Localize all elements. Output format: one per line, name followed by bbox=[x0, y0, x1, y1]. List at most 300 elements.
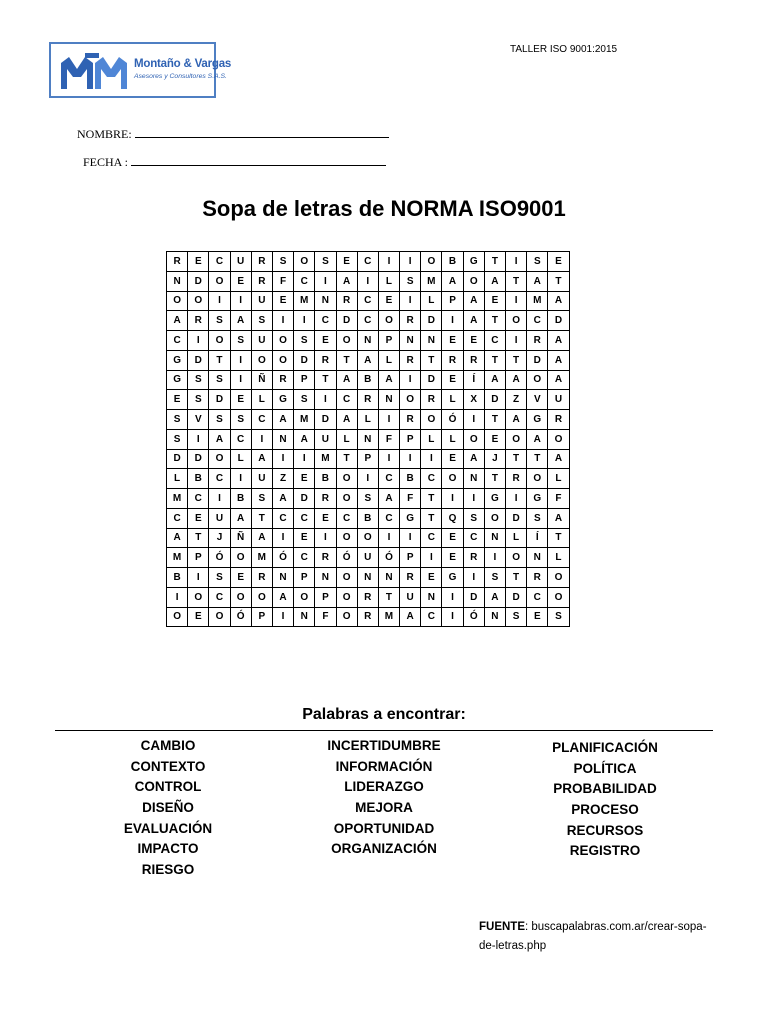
grid-cell[interactable]: P bbox=[251, 607, 272, 627]
grid-cell[interactable]: D bbox=[506, 587, 527, 607]
grid-cell[interactable]: E bbox=[230, 568, 251, 588]
grid-cell[interactable]: Q bbox=[442, 508, 463, 528]
grid-cell[interactable]: G bbox=[463, 252, 484, 272]
grid-cell[interactable]: S bbox=[484, 568, 505, 588]
grid-cell[interactable]: A bbox=[548, 370, 569, 390]
grid-cell[interactable]: J bbox=[484, 449, 505, 469]
grid-cell[interactable]: T bbox=[506, 350, 527, 370]
grid-cell[interactable]: M bbox=[294, 291, 315, 311]
grid-cell[interactable]: L bbox=[442, 429, 463, 449]
grid-cell[interactable]: O bbox=[421, 410, 442, 430]
grid-cell[interactable]: U bbox=[209, 508, 230, 528]
grid-cell[interactable]: A bbox=[400, 607, 421, 627]
grid-cell[interactable]: R bbox=[548, 410, 569, 430]
grid-cell[interactable]: B bbox=[315, 469, 336, 489]
grid-cell[interactable]: T bbox=[209, 350, 230, 370]
grid-cell[interactable]: D bbox=[209, 390, 230, 410]
grid-cell[interactable]: O bbox=[167, 607, 188, 627]
grid-cell[interactable]: T bbox=[506, 271, 527, 291]
grid-cell[interactable]: M bbox=[294, 410, 315, 430]
grid-cell[interactable]: D bbox=[315, 410, 336, 430]
grid-cell[interactable]: N bbox=[315, 291, 336, 311]
grid-cell[interactable]: U bbox=[548, 390, 569, 410]
grid-cell[interactable]: D bbox=[336, 311, 357, 331]
grid-cell[interactable]: I bbox=[272, 607, 293, 627]
grid-cell[interactable]: I bbox=[272, 528, 293, 548]
grid-cell[interactable]: R bbox=[527, 568, 548, 588]
grid-cell[interactable]: O bbox=[336, 331, 357, 351]
grid-cell[interactable]: E bbox=[336, 252, 357, 272]
grid-cell[interactable]: A bbox=[484, 587, 505, 607]
grid-cell[interactable]: I bbox=[506, 291, 527, 311]
grid-cell[interactable]: D bbox=[188, 449, 209, 469]
grid-cell[interactable]: L bbox=[506, 528, 527, 548]
grid-cell[interactable]: M bbox=[527, 291, 548, 311]
grid-cell[interactable]: N bbox=[484, 607, 505, 627]
grid-cell[interactable]: A bbox=[506, 410, 527, 430]
grid-cell[interactable]: Í bbox=[527, 528, 548, 548]
grid-cell[interactable]: G bbox=[167, 370, 188, 390]
grid-cell[interactable]: L bbox=[442, 390, 463, 410]
grid-cell[interactable]: Ó bbox=[442, 410, 463, 430]
grid-cell[interactable]: R bbox=[463, 548, 484, 568]
grid-cell[interactable]: F bbox=[315, 607, 336, 627]
grid-cell[interactable]: A bbox=[484, 271, 505, 291]
grid-cell[interactable]: S bbox=[209, 568, 230, 588]
grid-cell[interactable]: R bbox=[167, 252, 188, 272]
grid-cell[interactable]: T bbox=[484, 469, 505, 489]
grid-cell[interactable]: O bbox=[167, 291, 188, 311]
grid-cell[interactable]: D bbox=[548, 311, 569, 331]
grid-cell[interactable]: C bbox=[357, 311, 378, 331]
grid-cell[interactable]: D bbox=[506, 508, 527, 528]
grid-cell[interactable]: A bbox=[463, 311, 484, 331]
grid-cell[interactable]: R bbox=[442, 350, 463, 370]
grid-cell[interactable]: O bbox=[506, 429, 527, 449]
grid-cell[interactable]: L bbox=[230, 449, 251, 469]
grid-cell[interactable]: O bbox=[336, 587, 357, 607]
grid-cell[interactable]: C bbox=[378, 508, 399, 528]
grid-cell[interactable]: U bbox=[357, 548, 378, 568]
grid-cell[interactable]: E bbox=[188, 607, 209, 627]
grid-cell[interactable]: L bbox=[336, 429, 357, 449]
grid-cell[interactable]: T bbox=[548, 528, 569, 548]
grid-cell[interactable]: S bbox=[548, 607, 569, 627]
grid-cell[interactable]: L bbox=[357, 410, 378, 430]
grid-cell[interactable]: A bbox=[209, 429, 230, 449]
grid-cell[interactable]: I bbox=[357, 469, 378, 489]
grid-cell[interactable]: S bbox=[209, 370, 230, 390]
grid-cell[interactable]: V bbox=[188, 410, 209, 430]
grid-cell[interactable]: N bbox=[272, 429, 293, 449]
grid-cell[interactable]: E bbox=[294, 528, 315, 548]
grid-cell[interactable]: I bbox=[421, 449, 442, 469]
grid-cell[interactable]: U bbox=[400, 587, 421, 607]
grid-cell[interactable]: I bbox=[167, 587, 188, 607]
grid-cell[interactable]: E bbox=[421, 568, 442, 588]
grid-cell[interactable]: I bbox=[506, 252, 527, 272]
grid-cell[interactable]: S bbox=[400, 271, 421, 291]
grid-cell[interactable]: A bbox=[167, 528, 188, 548]
grid-cell[interactable]: P bbox=[357, 449, 378, 469]
grid-cell[interactable]: T bbox=[336, 449, 357, 469]
grid-cell[interactable]: A bbox=[484, 370, 505, 390]
grid-cell[interactable]: L bbox=[548, 469, 569, 489]
grid-cell[interactable]: I bbox=[188, 331, 209, 351]
grid-cell[interactable]: D bbox=[421, 370, 442, 390]
grid-cell[interactable]: O bbox=[527, 469, 548, 489]
grid-cell[interactable]: I bbox=[357, 271, 378, 291]
grid-cell[interactable]: I bbox=[400, 528, 421, 548]
grid-cell[interactable]: A bbox=[463, 449, 484, 469]
grid-cell[interactable]: T bbox=[315, 370, 336, 390]
grid-cell[interactable]: R bbox=[527, 331, 548, 351]
grid-cell[interactable]: S bbox=[251, 311, 272, 331]
date-line[interactable] bbox=[131, 155, 386, 166]
grid-cell[interactable]: C bbox=[209, 469, 230, 489]
grid-cell[interactable]: E bbox=[378, 291, 399, 311]
grid-cell[interactable]: E bbox=[272, 291, 293, 311]
grid-cell[interactable]: E bbox=[442, 548, 463, 568]
grid-cell[interactable]: U bbox=[251, 291, 272, 311]
grid-cell[interactable]: T bbox=[336, 350, 357, 370]
grid-cell[interactable]: Ó bbox=[378, 548, 399, 568]
grid-cell[interactable]: R bbox=[251, 568, 272, 588]
grid-cell[interactable]: C bbox=[167, 508, 188, 528]
grid-cell[interactable]: R bbox=[400, 568, 421, 588]
grid-cell[interactable]: D bbox=[421, 311, 442, 331]
grid-cell[interactable]: A bbox=[167, 311, 188, 331]
grid-cell[interactable]: B bbox=[357, 508, 378, 528]
grid-cell[interactable]: C bbox=[251, 410, 272, 430]
grid-cell[interactable]: T bbox=[378, 587, 399, 607]
grid-cell[interactable]: D bbox=[167, 449, 188, 469]
grid-cell[interactable]: C bbox=[272, 508, 293, 528]
grid-cell[interactable]: G bbox=[167, 350, 188, 370]
grid-cell[interactable]: R bbox=[357, 390, 378, 410]
grid-cell[interactable]: R bbox=[251, 252, 272, 272]
grid-cell[interactable]: I bbox=[188, 429, 209, 449]
grid-cell[interactable]: A bbox=[548, 508, 569, 528]
grid-cell[interactable]: L bbox=[421, 291, 442, 311]
grid-cell[interactable]: N bbox=[400, 331, 421, 351]
grid-cell[interactable]: D bbox=[294, 350, 315, 370]
grid-cell[interactable]: I bbox=[315, 528, 336, 548]
grid-cell[interactable]: R bbox=[251, 271, 272, 291]
grid-cell[interactable]: C bbox=[167, 331, 188, 351]
grid-cell[interactable]: L bbox=[378, 350, 399, 370]
grid-cell[interactable]: I bbox=[209, 489, 230, 509]
grid-cell[interactable]: A bbox=[357, 350, 378, 370]
grid-cell[interactable]: G bbox=[442, 568, 463, 588]
grid-cell[interactable]: I bbox=[400, 370, 421, 390]
grid-cell[interactable]: P bbox=[378, 331, 399, 351]
grid-cell[interactable]: A bbox=[251, 528, 272, 548]
grid-cell[interactable]: I bbox=[251, 429, 272, 449]
grid-cell[interactable]: I bbox=[378, 528, 399, 548]
grid-cell[interactable]: I bbox=[230, 350, 251, 370]
grid-cell[interactable]: T bbox=[484, 311, 505, 331]
grid-cell[interactable]: O bbox=[421, 252, 442, 272]
grid-cell[interactable]: O bbox=[209, 331, 230, 351]
grid-cell[interactable]: N bbox=[357, 331, 378, 351]
grid-cell[interactable]: S bbox=[294, 331, 315, 351]
grid-cell[interactable]: N bbox=[421, 331, 442, 351]
grid-cell[interactable]: Ó bbox=[463, 607, 484, 627]
grid-cell[interactable]: E bbox=[188, 252, 209, 272]
grid-cell[interactable]: N bbox=[421, 587, 442, 607]
grid-cell[interactable]: O bbox=[251, 350, 272, 370]
grid-cell[interactable]: E bbox=[442, 331, 463, 351]
grid-cell[interactable]: N bbox=[315, 568, 336, 588]
grid-cell[interactable]: Ñ bbox=[230, 528, 251, 548]
grid-cell[interactable]: B bbox=[442, 252, 463, 272]
grid-cell[interactable]: E bbox=[548, 252, 569, 272]
grid-cell[interactable]: E bbox=[188, 508, 209, 528]
grid-cell[interactable]: B bbox=[230, 489, 251, 509]
grid-cell[interactable]: S bbox=[167, 429, 188, 449]
grid-cell[interactable]: O bbox=[294, 252, 315, 272]
grid-cell[interactable]: C bbox=[294, 548, 315, 568]
grid-cell[interactable]: I bbox=[230, 469, 251, 489]
grid-cell[interactable]: P bbox=[400, 429, 421, 449]
grid-cell[interactable]: A bbox=[548, 350, 569, 370]
grid-cell[interactable]: F bbox=[378, 429, 399, 449]
grid-cell[interactable]: I bbox=[294, 311, 315, 331]
grid-cell[interactable]: T bbox=[506, 568, 527, 588]
grid-cell[interactable]: M bbox=[251, 548, 272, 568]
grid-cell[interactable]: N bbox=[463, 469, 484, 489]
grid-cell[interactable]: S bbox=[527, 252, 548, 272]
grid-cell[interactable]: T bbox=[421, 489, 442, 509]
grid-cell[interactable]: Ó bbox=[336, 548, 357, 568]
date-field[interactable] bbox=[83, 155, 386, 170]
grid-cell[interactable]: D bbox=[463, 587, 484, 607]
name-field[interactable] bbox=[77, 127, 389, 142]
grid-cell[interactable]: O bbox=[548, 587, 569, 607]
grid-cell[interactable]: G bbox=[527, 410, 548, 430]
grid-cell[interactable]: I bbox=[442, 311, 463, 331]
grid-cell[interactable]: O bbox=[230, 548, 251, 568]
grid-cell[interactable]: M bbox=[421, 271, 442, 291]
grid-cell[interactable]: B bbox=[357, 370, 378, 390]
grid-cell[interactable]: O bbox=[272, 331, 293, 351]
grid-cell[interactable]: N bbox=[357, 568, 378, 588]
grid-cell[interactable]: X bbox=[463, 390, 484, 410]
grid-cell[interactable]: O bbox=[548, 568, 569, 588]
grid-cell[interactable]: N bbox=[167, 271, 188, 291]
grid-cell[interactable]: T bbox=[421, 508, 442, 528]
grid-cell[interactable]: C bbox=[421, 607, 442, 627]
grid-cell[interactable]: Ó bbox=[209, 548, 230, 568]
grid-cell[interactable]: R bbox=[421, 390, 442, 410]
grid-cell[interactable]: R bbox=[315, 350, 336, 370]
grid-cell[interactable]: I bbox=[188, 568, 209, 588]
grid-cell[interactable]: N bbox=[272, 568, 293, 588]
grid-cell[interactable]: T bbox=[484, 350, 505, 370]
grid-cell[interactable]: I bbox=[400, 449, 421, 469]
grid-cell[interactable]: A bbox=[336, 271, 357, 291]
grid-cell[interactable]: M bbox=[315, 449, 336, 469]
grid-cell[interactable]: O bbox=[336, 469, 357, 489]
grid-cell[interactable]: I bbox=[378, 410, 399, 430]
grid-cell[interactable]: E bbox=[442, 370, 463, 390]
grid-cell[interactable]: P bbox=[400, 548, 421, 568]
grid-cell[interactable]: O bbox=[209, 271, 230, 291]
grid-cell[interactable]: O bbox=[230, 587, 251, 607]
grid-cell[interactable]: P bbox=[294, 370, 315, 390]
grid-cell[interactable]: I bbox=[294, 449, 315, 469]
grid-cell[interactable]: O bbox=[336, 607, 357, 627]
grid-cell[interactable]: O bbox=[357, 528, 378, 548]
grid-cell[interactable]: S bbox=[230, 410, 251, 430]
grid-cell[interactable]: C bbox=[294, 508, 315, 528]
grid-cell[interactable]: A bbox=[294, 429, 315, 449]
grid-cell[interactable]: I bbox=[230, 291, 251, 311]
grid-cell[interactable]: L bbox=[378, 271, 399, 291]
grid-cell[interactable]: O bbox=[188, 291, 209, 311]
grid-cell[interactable]: I bbox=[400, 252, 421, 272]
grid-cell[interactable]: S bbox=[272, 252, 293, 272]
grid-cell[interactable]: P bbox=[442, 291, 463, 311]
grid-cell[interactable]: I bbox=[421, 548, 442, 568]
grid-cell[interactable]: Ó bbox=[272, 548, 293, 568]
grid-cell[interactable]: C bbox=[188, 489, 209, 509]
grid-cell[interactable]: I bbox=[442, 587, 463, 607]
grid-cell[interactable]: A bbox=[548, 291, 569, 311]
grid-cell[interactable]: I bbox=[209, 291, 230, 311]
grid-cell[interactable]: O bbox=[548, 429, 569, 449]
grid-cell[interactable]: L bbox=[167, 469, 188, 489]
grid-cell[interactable]: C bbox=[484, 331, 505, 351]
grid-cell[interactable]: G bbox=[484, 489, 505, 509]
grid-cell[interactable]: E bbox=[167, 390, 188, 410]
grid-cell[interactable]: N bbox=[378, 390, 399, 410]
grid-cell[interactable]: O bbox=[251, 587, 272, 607]
grid-cell[interactable]: O bbox=[463, 429, 484, 449]
grid-cell[interactable]: Ó bbox=[230, 607, 251, 627]
grid-cell[interactable]: S bbox=[167, 410, 188, 430]
grid-cell[interactable]: O bbox=[188, 587, 209, 607]
grid-cell[interactable]: D bbox=[294, 489, 315, 509]
grid-cell[interactable]: R bbox=[357, 587, 378, 607]
grid-cell[interactable]: L bbox=[421, 429, 442, 449]
grid-cell[interactable]: U bbox=[251, 469, 272, 489]
grid-cell[interactable]: O bbox=[209, 449, 230, 469]
grid-cell[interactable]: O bbox=[272, 350, 293, 370]
grid-cell[interactable]: E bbox=[230, 271, 251, 291]
grid-cell[interactable]: A bbox=[506, 370, 527, 390]
grid-cell[interactable]: T bbox=[421, 350, 442, 370]
grid-cell[interactable]: G bbox=[400, 508, 421, 528]
grid-cell[interactable]: Z bbox=[506, 390, 527, 410]
grid-cell[interactable]: J bbox=[209, 528, 230, 548]
grid-cell[interactable]: A bbox=[272, 587, 293, 607]
grid-cell[interactable]: G bbox=[272, 390, 293, 410]
grid-cell[interactable]: I bbox=[442, 607, 463, 627]
grid-cell[interactable]: D bbox=[527, 350, 548, 370]
grid-cell[interactable]: I bbox=[272, 311, 293, 331]
grid-cell[interactable]: I bbox=[442, 489, 463, 509]
grid-cell[interactable]: Z bbox=[272, 469, 293, 489]
grid-cell[interactable]: I bbox=[315, 271, 336, 291]
grid-cell[interactable]: O bbox=[294, 587, 315, 607]
grid-cell[interactable]: O bbox=[336, 568, 357, 588]
grid-cell[interactable]: E bbox=[442, 528, 463, 548]
grid-cell[interactable]: M bbox=[167, 548, 188, 568]
grid-cell[interactable]: A bbox=[336, 370, 357, 390]
grid-cell[interactable]: T bbox=[484, 410, 505, 430]
grid-cell[interactable]: I bbox=[315, 390, 336, 410]
grid-cell[interactable]: O bbox=[463, 271, 484, 291]
grid-cell[interactable]: I bbox=[506, 331, 527, 351]
grid-cell[interactable]: F bbox=[400, 489, 421, 509]
grid-cell[interactable]: N bbox=[484, 528, 505, 548]
grid-cell[interactable]: M bbox=[378, 607, 399, 627]
grid-cell[interactable]: I bbox=[506, 489, 527, 509]
grid-cell[interactable]: A bbox=[230, 508, 251, 528]
grid-cell[interactable]: Ñ bbox=[251, 370, 272, 390]
grid-cell[interactable]: O bbox=[442, 469, 463, 489]
grid-cell[interactable]: R bbox=[336, 291, 357, 311]
grid-cell[interactable]: O bbox=[506, 548, 527, 568]
grid-cell[interactable]: C bbox=[421, 528, 442, 548]
grid-cell[interactable]: F bbox=[548, 489, 569, 509]
grid-cell[interactable]: T bbox=[527, 449, 548, 469]
grid-cell[interactable]: C bbox=[336, 508, 357, 528]
grid-cell[interactable]: A bbox=[378, 489, 399, 509]
grid-cell[interactable]: R bbox=[400, 350, 421, 370]
grid-cell[interactable]: T bbox=[506, 449, 527, 469]
grid-cell[interactable]: C bbox=[315, 311, 336, 331]
grid-cell[interactable]: A bbox=[442, 271, 463, 291]
grid-cell[interactable]: L bbox=[251, 390, 272, 410]
grid-cell[interactable]: A bbox=[336, 410, 357, 430]
grid-cell[interactable]: C bbox=[357, 291, 378, 311]
grid-cell[interactable]: C bbox=[294, 271, 315, 291]
grid-cell[interactable]: S bbox=[506, 607, 527, 627]
grid-cell[interactable]: E bbox=[484, 429, 505, 449]
grid-cell[interactable]: M bbox=[167, 489, 188, 509]
grid-cell[interactable]: S bbox=[209, 311, 230, 331]
grid-cell[interactable]: I bbox=[378, 449, 399, 469]
grid-cell[interactable]: E bbox=[230, 390, 251, 410]
grid-cell[interactable]: E bbox=[294, 469, 315, 489]
grid-cell[interactable]: P bbox=[315, 587, 336, 607]
grid-cell[interactable]: S bbox=[527, 508, 548, 528]
grid-cell[interactable]: S bbox=[315, 252, 336, 272]
grid-cell[interactable]: D bbox=[484, 390, 505, 410]
grid-cell[interactable]: A bbox=[230, 311, 251, 331]
grid-cell[interactable]: O bbox=[378, 311, 399, 331]
grid-cell[interactable]: T bbox=[548, 271, 569, 291]
grid-cell[interactable]: S bbox=[209, 410, 230, 430]
grid-cell[interactable]: B bbox=[167, 568, 188, 588]
name-line[interactable] bbox=[135, 127, 389, 138]
grid-cell[interactable]: C bbox=[230, 429, 251, 449]
grid-cell[interactable]: R bbox=[188, 311, 209, 331]
grid-cell[interactable]: U bbox=[251, 331, 272, 351]
grid-cell[interactable]: R bbox=[506, 469, 527, 489]
grid-cell[interactable]: S bbox=[294, 390, 315, 410]
grid-cell[interactable]: A bbox=[378, 370, 399, 390]
grid-cell[interactable]: O bbox=[527, 370, 548, 390]
grid-cell[interactable]: R bbox=[463, 350, 484, 370]
grid-cell[interactable]: A bbox=[463, 291, 484, 311]
grid-cell[interactable]: L bbox=[548, 548, 569, 568]
grid-cell[interactable]: S bbox=[188, 390, 209, 410]
grid-cell[interactable]: T bbox=[251, 508, 272, 528]
